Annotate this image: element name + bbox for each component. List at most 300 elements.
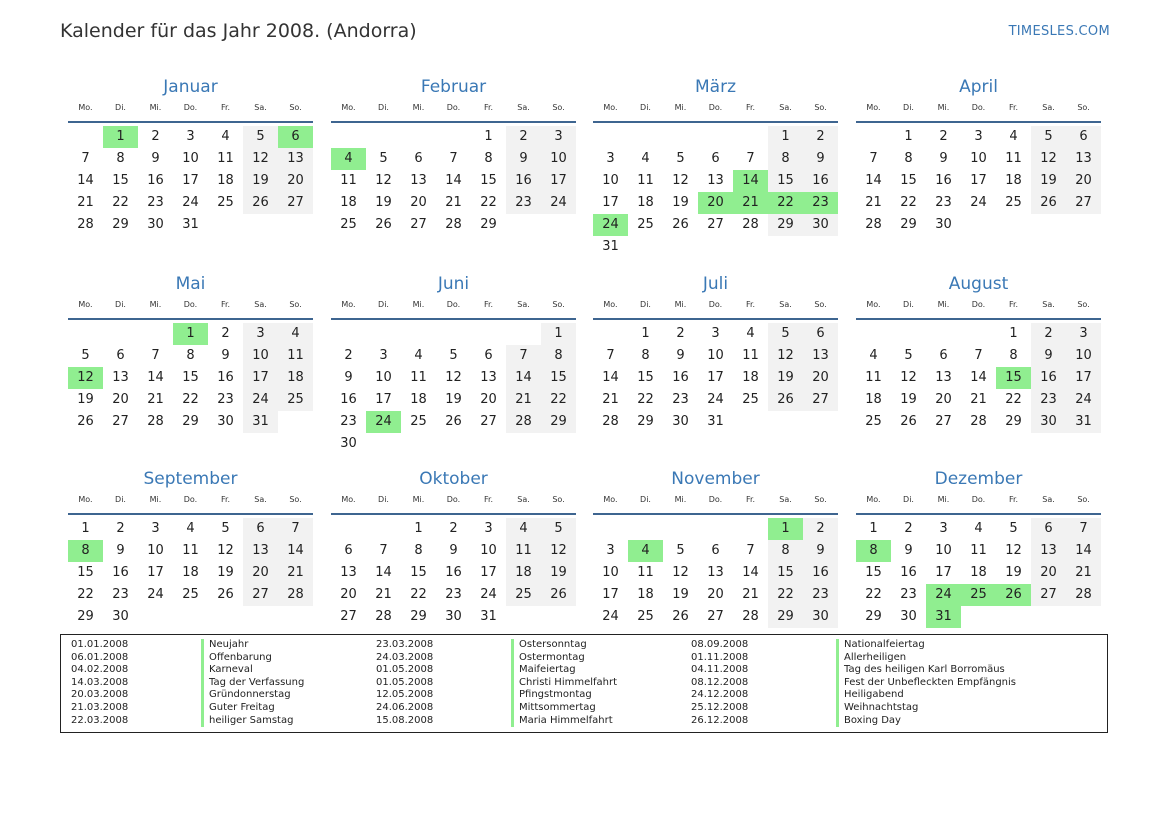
days-grid: [68, 126, 313, 236]
day-cell: 9: [803, 148, 838, 170]
month-3: [593, 72, 838, 258]
day-cell: 2: [151, 129, 160, 144]
weekday-header: [68, 297, 313, 313]
day-cell: 4: [641, 151, 650, 166]
day-cell: 7: [869, 151, 878, 166]
day-cell: 3: [974, 129, 983, 144]
day-cell: 30: [803, 606, 838, 628]
day-cell: 27: [340, 609, 357, 624]
day-cell: 5: [676, 543, 685, 558]
days-grid: [856, 126, 1101, 236]
day-cell: 24: [366, 411, 401, 433]
day-cell: 20: [803, 367, 838, 389]
weekday-label: So.: [552, 300, 565, 309]
day-cell: 31: [1066, 411, 1101, 433]
day-cell: 7: [151, 348, 160, 363]
day-cell: 26: [243, 192, 278, 214]
day-cell: 12: [900, 370, 917, 385]
day-cell: 1: [541, 323, 576, 345]
legend-holiday-name: Weihnachtstag: [836, 702, 1016, 715]
weekday-label: Mi.: [937, 300, 950, 309]
legend-holiday-name: Gründonnerstag: [201, 689, 304, 702]
day-cell: 6: [278, 126, 313, 148]
month-5: [68, 269, 313, 433]
day-cell: 14: [733, 170, 768, 192]
day-cell: 13: [707, 173, 724, 188]
day-cell: 19: [1005, 565, 1022, 580]
day-cell: 19: [375, 195, 392, 210]
day-cell: 22: [480, 195, 497, 210]
empty-cell: [856, 126, 891, 148]
legend-date: 12.05.2008: [376, 689, 434, 701]
empty-cell: [803, 236, 838, 258]
day-cell: 10: [707, 348, 724, 363]
empty-cell: [506, 433, 541, 455]
day-cell: 18: [742, 370, 759, 385]
weekday-label: Mi.: [412, 103, 425, 112]
day-cell: 16: [112, 565, 129, 580]
day-cell: 29: [77, 609, 94, 624]
day-cell: 1: [484, 129, 493, 144]
day-cell: 27: [707, 217, 724, 232]
day-cell: 15: [996, 367, 1031, 389]
day-cell: 27: [707, 609, 724, 624]
day-cell: 7: [746, 151, 755, 166]
day-cell: 10: [1066, 345, 1101, 367]
day-cell: 3: [151, 521, 160, 536]
day-cell: 31: [707, 414, 724, 429]
day-cell: 30: [900, 609, 917, 624]
weekday-label: Mo.: [341, 300, 356, 309]
empty-cell: [366, 323, 401, 345]
day-cell: 2: [221, 326, 230, 341]
weekday-label: Fr.: [483, 300, 494, 309]
legend-date: 25.12.2008: [691, 701, 749, 713]
weekday-label: Mi.: [149, 495, 162, 504]
day-cell: 29: [900, 217, 917, 232]
weekday-label: Mi.: [674, 300, 687, 309]
day-cell: 23: [803, 584, 838, 606]
empty-cell: [1031, 214, 1066, 236]
day-cell: 20: [112, 392, 129, 407]
day-cell: 16: [803, 562, 838, 584]
weekday-label: Di.: [903, 103, 914, 112]
month-name: August: [948, 274, 1009, 294]
empty-cell: [471, 323, 506, 345]
day-cell: 19: [217, 565, 234, 580]
weekday-label: Fr.: [1008, 495, 1019, 504]
month-7: [593, 269, 838, 433]
empty-cell: [593, 518, 628, 540]
day-cell: 8: [768, 148, 803, 170]
day-cell: 28: [1066, 584, 1101, 606]
day-cell: 7: [449, 151, 458, 166]
legend-holiday-name: Maria Himmelfahrt: [511, 715, 617, 728]
legend-date: 15.08.2008: [376, 714, 434, 726]
day-cell: 2: [803, 126, 838, 148]
day-cell: 7: [1066, 518, 1101, 540]
day-cell: 30: [803, 214, 838, 236]
weekday-label: Do.: [971, 300, 986, 309]
day-cell: 24: [593, 214, 628, 236]
legend-holiday-name: Fest der Unbefleckten Empfängnis: [836, 677, 1016, 690]
weekday-label: Fr.: [220, 300, 231, 309]
day-cell: 4: [221, 129, 230, 144]
legend-holiday-name: Ostersonntag: [511, 639, 617, 652]
days-grid: [593, 518, 838, 628]
legend-date: 24.06.2008: [376, 701, 434, 713]
day-cell: 26: [672, 609, 689, 624]
empty-cell: [628, 236, 663, 258]
legend-holiday-name: heiliger Samstag: [201, 715, 304, 728]
weekday-label: So.: [814, 300, 827, 309]
day-cell: 24: [182, 195, 199, 210]
day-cell: 22: [541, 389, 576, 411]
legend-date: 04.02.2008: [71, 664, 129, 676]
weekday-label: Mo.: [866, 495, 881, 504]
day-cell: 28: [742, 609, 759, 624]
weekday-label: Do.: [971, 495, 986, 504]
weekday-label: Sa.: [517, 103, 530, 112]
day-cell: 15: [768, 170, 803, 192]
day-cell: 3: [541, 126, 576, 148]
day-cell: 17: [602, 195, 619, 210]
empty-cell: [1031, 606, 1066, 628]
empty-cell: [926, 323, 961, 345]
empty-cell: [208, 606, 243, 628]
day-cell: 25: [340, 217, 357, 232]
weekday-header: [856, 297, 1101, 313]
weekday-header: [331, 492, 576, 508]
day-cell: 23: [112, 587, 129, 602]
day-cell: 24: [970, 195, 987, 210]
empty-cell: [1066, 214, 1101, 236]
empty-cell: [331, 126, 366, 148]
weekday-label: Do.: [708, 495, 723, 504]
empty-cell: [401, 323, 436, 345]
day-cell: 16: [147, 173, 164, 188]
day-cell: 30: [340, 436, 357, 451]
day-cell: 22: [112, 195, 129, 210]
weekday-label: Di.: [115, 300, 126, 309]
empty-cell: [733, 126, 768, 148]
weekday-label: Do.: [446, 495, 461, 504]
day-cell: 25: [637, 217, 654, 232]
month-12: [856, 464, 1101, 628]
day-cell: 3: [606, 543, 615, 558]
day-cell: 24: [541, 192, 576, 214]
day-cell: 18: [340, 195, 357, 210]
weekday-label: Fr.: [745, 103, 756, 112]
legend-holiday-name: Mittsommertag: [511, 702, 617, 715]
days-grid: [856, 323, 1101, 433]
legend-names-col-1: [201, 639, 304, 727]
weekday-label: Mi.: [412, 300, 425, 309]
day-cell: 15: [410, 565, 427, 580]
day-cell: 31: [480, 609, 497, 624]
legend-date: 06.01.2008: [71, 651, 129, 663]
weekday-label: Mo.: [341, 103, 356, 112]
day-cell: 30: [147, 217, 164, 232]
weekday-label: Mi.: [149, 103, 162, 112]
day-cell: 17: [602, 587, 619, 602]
empty-cell: [278, 606, 313, 628]
day-cell: 30: [112, 609, 129, 624]
empty-cell: [541, 433, 576, 455]
legend-holiday-name: Heiligabend: [836, 689, 1016, 702]
weekday-header: [593, 492, 838, 508]
weekday-header: [68, 100, 313, 116]
day-cell: 31: [602, 239, 619, 254]
day-cell: 5: [449, 348, 458, 363]
day-cell: 12: [445, 370, 462, 385]
weekday-header: [331, 100, 576, 116]
day-cell: 15: [865, 565, 882, 580]
day-cell: 4: [506, 518, 541, 540]
day-cell: 23: [900, 587, 917, 602]
day-cell: 19: [672, 587, 689, 602]
day-cell: 6: [803, 323, 838, 345]
day-cell: 15: [182, 370, 199, 385]
month-name: Mai: [175, 274, 206, 294]
empty-cell: [628, 518, 663, 540]
weekday-label: Fr.: [745, 300, 756, 309]
day-cell: 22: [77, 587, 94, 602]
empty-cell: [663, 236, 698, 258]
day-cell: 19: [768, 367, 803, 389]
empty-cell: [961, 606, 996, 628]
legend-date: 21.03.2008: [71, 701, 129, 713]
empty-cell: [506, 323, 541, 345]
empty-cell: [436, 323, 471, 345]
weekday-label: So.: [289, 103, 302, 112]
day-cell: 2: [116, 521, 125, 536]
day-cell: 27: [1066, 192, 1101, 214]
legend-holiday-name: Karneval: [201, 664, 304, 677]
day-cell: 26: [996, 584, 1031, 606]
day-cell: 9: [506, 148, 541, 170]
legend-date: 01.05.2008: [376, 664, 434, 676]
weekday-label: Fr.: [220, 103, 231, 112]
day-cell: 8: [1009, 348, 1018, 363]
day-cell: 21: [970, 392, 987, 407]
day-cell: 23: [445, 587, 462, 602]
day-cell: 4: [974, 521, 983, 536]
day-cell: 12: [375, 173, 392, 188]
day-cell: 26: [541, 584, 576, 606]
day-cell: 25: [1005, 195, 1022, 210]
days-grid: [68, 518, 313, 628]
legend-date: 26.12.2008: [691, 714, 749, 726]
day-cell: 28: [602, 414, 619, 429]
header-rule: [331, 513, 576, 515]
weekday-label: Di.: [640, 495, 651, 504]
day-cell: 3: [243, 323, 278, 345]
day-cell: 22: [182, 392, 199, 407]
weekday-label: Mo.: [78, 495, 93, 504]
empty-cell: [768, 236, 803, 258]
day-cell: 29: [768, 214, 803, 236]
day-cell: 3: [1066, 323, 1101, 345]
day-cell: 5: [768, 323, 803, 345]
weekday-label: Di.: [378, 103, 389, 112]
day-cell: 11: [182, 543, 199, 558]
day-cell: 12: [217, 543, 234, 558]
day-cell: 5: [541, 518, 576, 540]
day-cell: 21: [445, 195, 462, 210]
day-cell: 4: [414, 348, 423, 363]
empty-cell: [401, 433, 436, 455]
day-cell: 1: [1009, 326, 1018, 341]
day-cell: 3: [484, 521, 493, 536]
day-cell: 17: [182, 173, 199, 188]
empty-cell: [208, 214, 243, 236]
weekday-header: [593, 100, 838, 116]
day-cell: 27: [803, 389, 838, 411]
weekday-label: Do.: [708, 103, 723, 112]
day-cell: 8: [641, 348, 650, 363]
day-cell: 13: [340, 565, 357, 580]
weekday-label: Fr.: [745, 495, 756, 504]
day-cell: 6: [711, 543, 720, 558]
legend-names-col-3: [836, 639, 1016, 727]
day-cell: 14: [77, 173, 94, 188]
day-cell: 8: [414, 543, 423, 558]
header-rule: [856, 318, 1101, 320]
day-cell: 25: [506, 584, 541, 606]
weekday-label: Fr.: [1008, 300, 1019, 309]
weekday-label: Di.: [903, 495, 914, 504]
month-name: März: [695, 77, 736, 97]
days-grid: [331, 518, 576, 628]
weekday-label: Sa.: [779, 495, 792, 504]
day-cell: 6: [1031, 518, 1066, 540]
day-cell: 10: [935, 543, 952, 558]
day-cell: 11: [637, 173, 654, 188]
day-cell: 16: [1031, 367, 1066, 389]
weekday-label: Sa.: [517, 300, 530, 309]
day-cell: 10: [602, 173, 619, 188]
month-4: [856, 72, 1101, 236]
day-cell: 24: [1066, 389, 1101, 411]
day-cell: 1: [414, 521, 423, 536]
day-cell: 27: [935, 414, 952, 429]
empty-cell: [628, 126, 663, 148]
day-cell: 18: [278, 367, 313, 389]
day-cell: 9: [449, 543, 458, 558]
legend-holiday-name: Christi Himmelfahrt: [511, 677, 617, 690]
day-cell: 2: [344, 348, 353, 363]
weekday-label: Do.: [446, 300, 461, 309]
day-cell: 6: [243, 518, 278, 540]
day-cell: 16: [672, 370, 689, 385]
empty-cell: [768, 411, 803, 433]
day-cell: 15: [900, 173, 917, 188]
day-cell: 10: [480, 543, 497, 558]
brand-link[interactable]: TIMESLES.COM: [1008, 24, 1110, 39]
day-cell: 1: [173, 323, 208, 345]
empty-cell: [366, 126, 401, 148]
day-cell: 26: [672, 217, 689, 232]
legend-dates-col-3: [691, 639, 748, 727]
weekday-header: [593, 297, 838, 313]
day-cell: 17: [707, 370, 724, 385]
day-cell: 31: [243, 411, 278, 433]
header-rule: [593, 513, 838, 515]
empty-cell: [1066, 606, 1101, 628]
day-cell: 11: [340, 173, 357, 188]
day-cell: 17: [935, 565, 952, 580]
day-cell: 8: [186, 348, 195, 363]
weekday-header: [856, 100, 1101, 116]
day-cell: 4: [186, 521, 195, 536]
day-cell: 30: [672, 414, 689, 429]
empty-cell: [436, 433, 471, 455]
legend-holiday-name: Neujahr: [201, 639, 304, 652]
day-cell: 8: [541, 345, 576, 367]
day-cell: 22: [900, 195, 917, 210]
month-name: Juni: [437, 274, 470, 294]
day-cell: 13: [935, 370, 952, 385]
day-cell: 29: [541, 411, 576, 433]
day-cell: 9: [344, 370, 353, 385]
month-name: April: [959, 77, 998, 97]
day-cell: 22: [410, 587, 427, 602]
day-cell: 16: [340, 392, 357, 407]
day-cell: 24: [602, 609, 619, 624]
legend-date: 04.11.2008: [691, 664, 749, 676]
day-cell: 5: [676, 151, 685, 166]
day-cell: 21: [147, 392, 164, 407]
day-cell: 13: [480, 370, 497, 385]
day-cell: 2: [904, 521, 913, 536]
day-cell: 8: [116, 151, 125, 166]
day-cell: 9: [116, 543, 125, 558]
day-cell: 11: [865, 370, 882, 385]
day-cell: 26: [768, 389, 803, 411]
weekday-label: Mo.: [603, 495, 618, 504]
day-cell: 11: [217, 151, 234, 166]
weekday-label: Fr.: [1008, 103, 1019, 112]
day-cell: 17: [541, 170, 576, 192]
header-rule: [593, 318, 838, 320]
day-cell: 21: [1066, 562, 1101, 584]
day-cell: 2: [449, 521, 458, 536]
month-6: [331, 269, 576, 455]
day-cell: 2: [1031, 323, 1066, 345]
empty-cell: [593, 126, 628, 148]
day-cell: 22: [768, 584, 803, 606]
weekday-label: Mi.: [674, 103, 687, 112]
weekday-label: Sa.: [254, 300, 267, 309]
day-cell: 28: [77, 217, 94, 232]
month-8: [856, 269, 1101, 433]
day-cell: 20: [480, 392, 497, 407]
day-cell: 31: [926, 606, 961, 628]
page-title: Kalender für das Jahr 2008. (Andorra): [60, 20, 417, 42]
day-cell: 29: [865, 609, 882, 624]
day-cell: 14: [445, 173, 462, 188]
day-cell: 11: [1005, 151, 1022, 166]
day-cell: 8: [768, 540, 803, 562]
day-cell: 10: [243, 345, 278, 367]
day-cell: 15: [112, 173, 129, 188]
month-9: [68, 464, 313, 628]
days-grid: [593, 323, 838, 433]
weekday-label: So.: [289, 300, 302, 309]
header-rule: [331, 318, 576, 320]
day-cell: 12: [768, 345, 803, 367]
